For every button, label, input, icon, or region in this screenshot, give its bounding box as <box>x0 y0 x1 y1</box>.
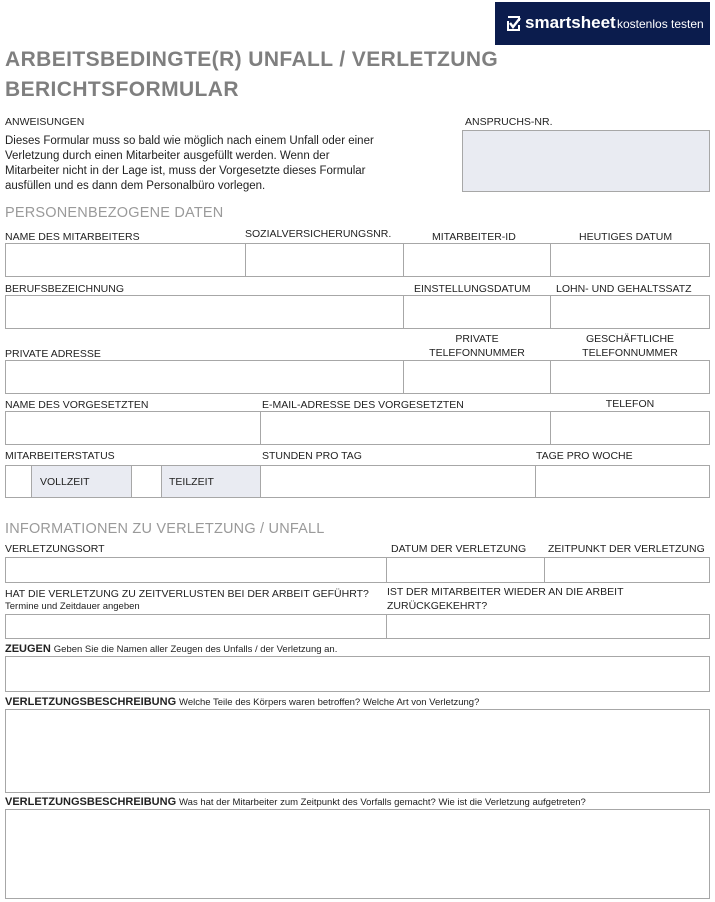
returned-to-work-label-2: ZURÜCKGEKEHRT? <box>387 600 488 612</box>
supervisor-email-field[interactable] <box>260 411 551 445</box>
days-per-week-field[interactable] <box>535 465 710 498</box>
work-phone-label-1: GESCHÄFTLICHE <box>585 333 675 345</box>
injury-description-2-field[interactable] <box>5 809 710 899</box>
returned-to-work-label-1: IST DER MITARBEITER WIEDER AN DIE ARBEIT <box>387 586 624 598</box>
home-phone-label-1: PRIVATE <box>455 333 499 345</box>
injury-time-field[interactable] <box>544 557 710 583</box>
witnesses-title: ZEUGEN <box>5 643 51 655</box>
personal-data-heading: PERSONENBEZOGENE DATEN <box>5 205 224 221</box>
hours-per-day-label: STUNDEN PRO TAG <box>262 450 362 462</box>
injury-location-label: VERLETZUNGSORT <box>5 543 105 555</box>
home-address-label: PRIVATE ADRESSE <box>5 348 101 360</box>
todays-date-label: HEUTIGES DATUM <box>579 231 673 243</box>
time-lost-field[interactable] <box>5 614 387 639</box>
injury-location-field[interactable] <box>5 557 387 583</box>
employee-name-label: NAME DES MITARBEITERS <box>5 231 140 243</box>
job-title-field[interactable] <box>5 295 404 329</box>
part-time-label: TEILZEIT <box>169 476 214 488</box>
injury-time-label: ZEITPUNKT DER VERLETZUNG <box>548 543 705 555</box>
instructions-line: Mitarbeiter nicht in der Lage ist, muss der Vorgesetzte dieses Formular <box>5 165 366 177</box>
days-per-week-label: TAGE PRO WOCHE <box>536 450 633 462</box>
injury-date-label: DATUM DER VERLETZUNG <box>391 543 527 555</box>
injury-description-1-label <box>5 696 479 709</box>
full-time-label: VOLLZEIT <box>40 476 90 488</box>
page-title-line-1: ARBEITSBEDINGTE(R) UNFALL / VERLETZUNG <box>5 48 499 71</box>
ssn-field[interactable] <box>245 243 404 277</box>
home-address-field[interactable] <box>5 360 404 394</box>
ssn-label: SOZIALVERSICHERUNGSNR. <box>245 228 392 240</box>
instructions-line: Verletzung durch einen Mitarbeiter ausgefüllt werden. Wenn der <box>5 150 330 162</box>
free-trial-link[interactable]: kostenlos testen <box>617 17 704 31</box>
instructions-line: Dieses Formular muss so bald wie möglich nach einem Unfall oder einer <box>5 135 374 147</box>
todays-date-field[interactable] <box>550 243 710 277</box>
supervisor-name-label: NAME DES VORGESETZTEN <box>5 399 149 411</box>
witnesses-field[interactable] <box>5 656 710 692</box>
pay-rate-field[interactable] <box>550 295 710 329</box>
instructions-line: ausfüllen und es dann dem Personalbüro vorlegen. <box>5 180 266 192</box>
claim-number-field[interactable] <box>462 130 710 192</box>
supervisor-name-field[interactable] <box>5 411 261 445</box>
injury-info-heading: INFORMATIONEN ZU VERLETZUNG / UNFALL <box>5 521 325 537</box>
injury-description-1-hint: Welche Teile des Körpers waren betroffen? Welche Art von Verletzung? <box>179 697 480 708</box>
job-title-label: BERUFSBEZEICHNUNG <box>5 283 125 295</box>
hours-per-day-field[interactable] <box>260 465 536 498</box>
supervisor-email-label: E-MAIL-ADRESSE DES VORGESETZTEN <box>262 399 464 411</box>
full-time-option[interactable] <box>31 465 132 498</box>
injury-description-2-label <box>5 796 586 809</box>
phone-label: TELEFON <box>605 398 655 410</box>
time-lost-label: HAT DIE VERLETZUNG ZU ZEITVERLUSTEN BEI DER ARBEIT GEFÜHRT? <box>5 588 369 600</box>
injury-description-2-title: VERLETZUNGSBESCHREIBUNG <box>5 796 177 808</box>
work-phone-label-2: TELEFONNUMMER <box>582 347 678 359</box>
smartsheet-check-icon <box>507 16 522 31</box>
time-lost-hint: Termine und Zeitdauer angeben <box>5 601 140 612</box>
pay-rate-label: LOHN- UND GEHALTSSATZ <box>556 283 692 295</box>
employee-status-label: MITARBEITERSTATUS <box>5 450 115 462</box>
work-phone-field[interactable] <box>550 360 710 394</box>
smartsheet-banner[interactable] <box>495 2 710 45</box>
claim-number-label: ANSPRUCHS-NR. <box>465 116 553 128</box>
employee-id-label: MITARBEITER-ID <box>432 231 516 243</box>
hire-date-label: EINSTELLUNGSDATUM <box>414 283 531 295</box>
employee-name-field[interactable] <box>5 243 246 277</box>
injury-description-2-hint: Was hat der Mitarbeiter zum Zeitpunkt des Vorfalls gemacht? Wie ist die Verletzung aufgetreten? <box>179 797 586 808</box>
injury-description-1-title: VERLETZUNGSBESCHREIBUNG <box>5 696 177 708</box>
returned-to-work-field[interactable] <box>386 614 710 639</box>
home-phone-label-2: TELEFONNUMMER <box>429 347 525 359</box>
part-time-option[interactable] <box>161 465 261 498</box>
instructions-heading: ANWEISUNGEN <box>5 116 85 128</box>
hire-date-field[interactable] <box>403 295 551 329</box>
instructions-text <box>5 134 374 194</box>
injury-description-1-field[interactable] <box>5 709 710 793</box>
page-title-line-2: BERICHTSFORMULAR <box>5 78 239 101</box>
injury-date-field[interactable] <box>386 557 545 583</box>
part-time-checkbox[interactable] <box>131 465 162 498</box>
brand-name: smartsheet <box>525 13 616 32</box>
full-time-checkbox[interactable] <box>5 465 32 498</box>
home-phone-field[interactable] <box>403 360 551 394</box>
phone-field[interactable] <box>550 411 710 445</box>
witnesses-label <box>5 643 337 656</box>
employee-id-field[interactable] <box>403 243 551 277</box>
witnesses-hint: Geben Sie die Namen aller Zeugen des Unfalls / der Verletzung an. <box>53 644 338 655</box>
